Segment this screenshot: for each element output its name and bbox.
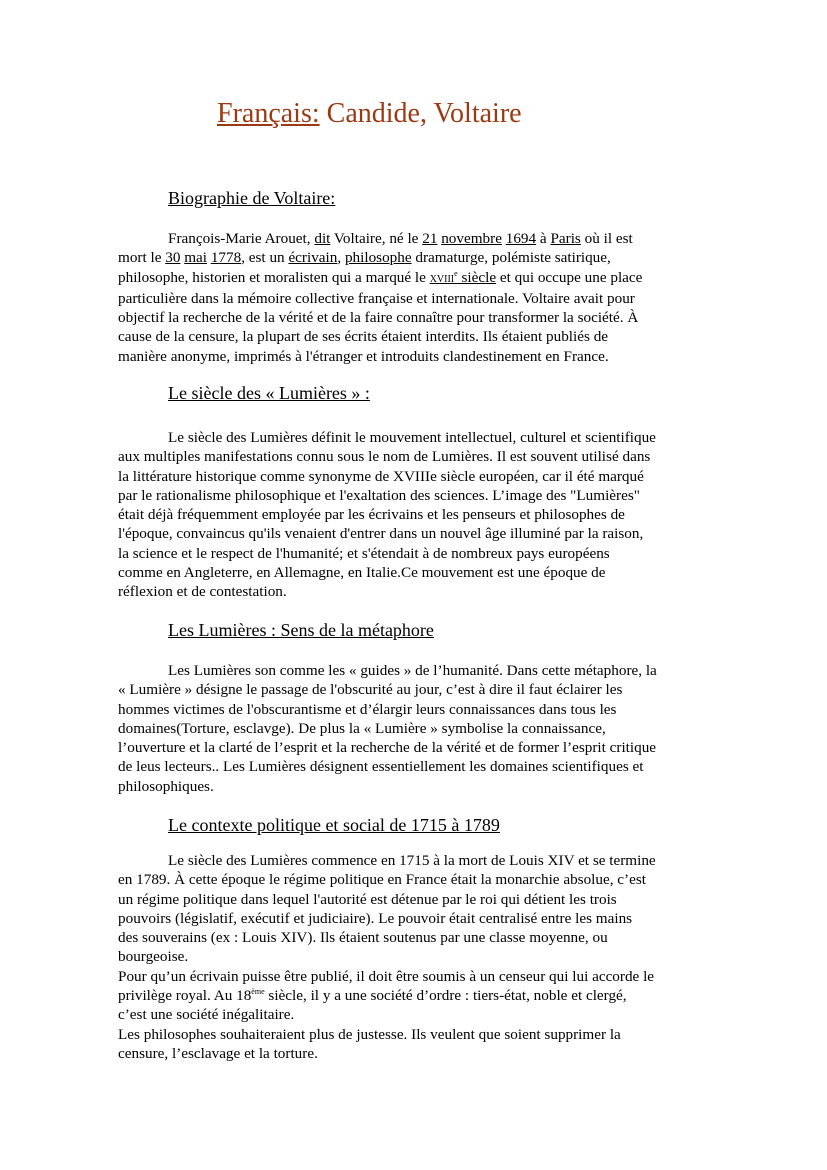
text: à xyxy=(536,230,551,247)
text-line: Les philosophes souhaiteraient plus de justesse. Ils veulent que soient supprimer la xyxy=(118,1025,621,1043)
superscript: ème xyxy=(251,987,265,997)
text-line: de leus lecteurs.. Les Lumières désignent essentiellement les domaines scientifiques et xyxy=(118,758,644,776)
bio-line-7: manière anonyme, imprimés à l'étranger et introduits clandestinement en France. xyxy=(118,347,609,365)
text-line: l’ouverture et la clarté de l’esprit et la recherche de la vérité et de former l’esprit critique xyxy=(118,739,657,757)
title-prefix: Français: xyxy=(217,98,320,129)
text: François-Marie Arouet, xyxy=(168,230,315,247)
text: privilège royal. Au 18 xyxy=(118,987,252,1005)
link-1694[interactable]: 1694 xyxy=(505,230,537,247)
paragraph-biographie xyxy=(118,229,718,366)
text-line: hommes victimes de l'obscurantisme et d’élargir leurs connaissances dans tous les xyxy=(118,700,617,718)
superscript: e xyxy=(454,268,458,278)
bio-line-6: cause de la censure, la plupart de ses écrits étaient interdits. Ils étaient publiés de xyxy=(118,328,609,346)
text-line: comme en Angleterre, en Allemagne, en Italie.Ce mouvement est une époque de xyxy=(118,564,606,582)
document-title xyxy=(217,98,522,130)
text: dramaturge, polémiste satirique, xyxy=(411,249,611,267)
bio-line-5: objectif la recherche de la vérité et de la faire connaître pour transformer la société. À xyxy=(118,309,639,327)
text: philosophe, historien et moralisten qui a marqué le xyxy=(118,268,430,286)
link-philosophe[interactable]: philosophe xyxy=(344,249,412,267)
text-line: réflexion et de contestation. xyxy=(118,583,287,601)
bio-line-2 xyxy=(118,248,718,267)
link-ecrivain[interactable]: écrivain xyxy=(288,249,338,267)
text-line: Les Lumières son comme les « guides » de l’humanité. Dans cette métaphore, la xyxy=(168,662,657,679)
heading-contexte-politique: Le contexte politique et social de 1715 à 1789 xyxy=(168,815,500,835)
text-line: domaines(Torture, esclavge). De plus la « Lumière » symbolise la connaissance, xyxy=(118,719,606,737)
text-line: était déjà fréquemment employée par les écrivains et les penseurs et philosophes de xyxy=(118,506,625,524)
text-line: par le rationalisme philosophique et l'exaltation des sciences. L’image des "Lumières" xyxy=(118,486,640,504)
link-novembre[interactable]: novembre xyxy=(441,230,502,247)
text: et qui occupe une place xyxy=(496,268,643,286)
text-line: des souverains (ex : Louis XIV). Ils étaient soutenus par une classe moyenne, ou xyxy=(118,929,608,947)
paragraph-contexte-politique xyxy=(118,851,718,1063)
link-21[interactable]: 21 xyxy=(422,230,438,247)
text-line: Le siècle des Lumières définit le mouvement intellectuel, culturel et scientifique xyxy=(168,429,656,446)
paragraph-metaphore xyxy=(118,661,718,796)
text-line: l'époque, convaincus qu'ils venaient d'entrer dans un nouvel âge illuminé par la raison, xyxy=(118,525,644,543)
heading-biographie: Biographie de Voltaire: xyxy=(168,188,336,208)
text: , est un xyxy=(241,249,289,267)
text-line: pouvoirs (législatif, exécutif et judiciaire). Le pouvoir était centralisé entre les mains xyxy=(118,909,633,927)
title-rest: Candide, Voltaire xyxy=(319,98,522,129)
link-paris[interactable]: Paris xyxy=(550,230,581,247)
text: mort le xyxy=(118,249,166,267)
roman-numeral: XVIII xyxy=(429,273,455,285)
bio-line-1 xyxy=(118,229,718,248)
text-line: philosophiques. xyxy=(118,777,214,795)
text: siècle xyxy=(457,268,497,286)
bio-line-3 xyxy=(118,268,718,289)
link-30[interactable]: 30 xyxy=(165,249,181,267)
text-line: Pour qu’un écrivain puisse être publié, il doit être soumis à un censeur qui lui accorde le xyxy=(118,967,655,985)
text: siècle, il y a une société d’ordre : tiers-état, noble et clergé, xyxy=(264,987,627,1005)
text-line: aux multiples manifestations connu sous le nom de Lumières. Il est souvent utilisé dans xyxy=(118,448,651,466)
text-line: c’est une société inégalitaire. xyxy=(118,1006,295,1024)
text-line: un régime politique dans lequel l'autorité est détenue par le roi qui détient les trois xyxy=(118,890,617,908)
link-mai[interactable]: mai xyxy=(184,249,208,267)
text-line: bourgeoise. xyxy=(118,948,189,966)
link-dit[interactable]: dit xyxy=(314,230,331,247)
text: où il est xyxy=(580,230,633,247)
text-line: la littérature historique comme synonyme de XVIIIe siècle européen, car il été marqué xyxy=(118,467,644,485)
text: , xyxy=(337,249,345,267)
link-xviiie-siecle[interactable] xyxy=(430,269,496,286)
paragraph-siecle-lumieres xyxy=(118,428,718,602)
bio-line-4: particulière dans la mémoire collective française et internationale. Voltaire avait pour xyxy=(118,289,635,307)
text: Voltaire, né le xyxy=(330,230,423,247)
text-line xyxy=(118,986,718,1005)
text-line: la science et le respect de l'humanité; et s'étendait à de nombreux pays européens xyxy=(118,544,610,562)
link-1778[interactable]: 1778 xyxy=(210,249,242,267)
heading-metaphore: Les Lumières : Sens de la métaphore xyxy=(168,620,434,640)
text-line: Le siècle des Lumières commence en 1715 à la mort de Louis XIV et se termine xyxy=(168,852,656,869)
heading-siecle-lumieres: Le siècle des « Lumières » : xyxy=(168,383,370,403)
text-line: en 1789. À cette époque le régime politique en France était la monarchie absolue, c’est xyxy=(118,871,646,889)
text-line: censure, l’esclavage et la torture. xyxy=(118,1044,318,1062)
text-line: « Lumière » désigne le passage de l'obscurité au jour, c’est à dire il faut éclairer les xyxy=(118,681,623,699)
